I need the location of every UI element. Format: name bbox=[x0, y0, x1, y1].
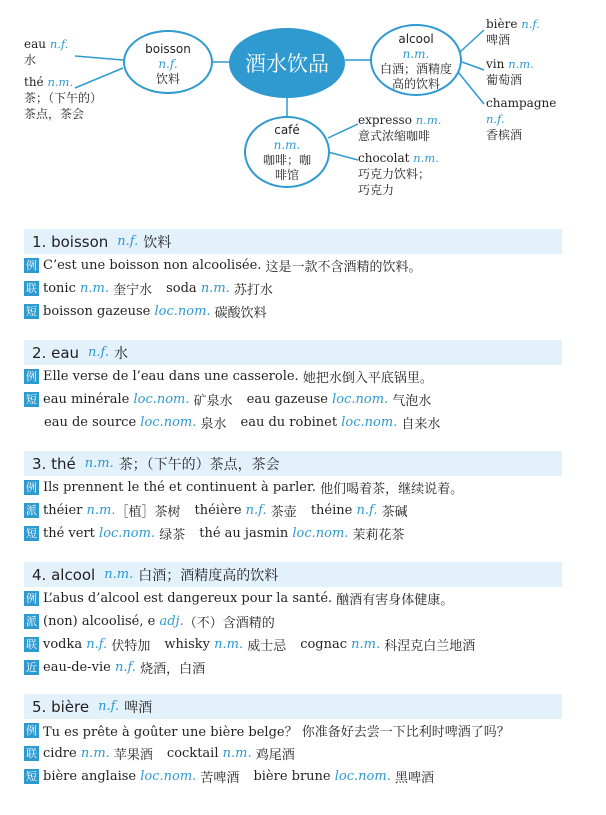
line-text: （不）含酒精的 bbox=[183, 616, 275, 631]
line-text: 茶壶 bbox=[266, 505, 297, 520]
section-meaning: 饮料 bbox=[143, 234, 172, 251]
section-header bbox=[24, 694, 562, 719]
part-of-speech: n.f. bbox=[86, 637, 108, 652]
line-tag-badge: 例 bbox=[26, 259, 37, 272]
part-of-speech: loc.nom. bbox=[292, 526, 349, 541]
line-tag-badge: 例 bbox=[26, 370, 37, 383]
line-tag-badge: 短 bbox=[26, 527, 37, 540]
section-headword bbox=[32, 344, 79, 362]
line-tag-badge: 派 bbox=[26, 615, 37, 628]
entry-line bbox=[24, 656, 562, 679]
line-text: C’est une boisson non alcoolisée. bbox=[43, 258, 266, 273]
line-text: 你准备好去尝一下比利时啤酒了吗？ bbox=[301, 725, 510, 740]
section-word: bière bbox=[51, 697, 90, 716]
mm-boisson-node: boisson n.f. 饮料 bbox=[123, 30, 213, 94]
line-text: thé au jasmin bbox=[199, 526, 293, 541]
section-meaning: 水 bbox=[114, 345, 129, 362]
line-text: 苦啤酒 bbox=[196, 771, 240, 786]
line-text: 他们喝着茶，继续说着。 bbox=[320, 482, 464, 497]
part-of-speech: n.f. bbox=[114, 660, 136, 675]
entry-line bbox=[24, 742, 562, 765]
line-tag-badge: 联 bbox=[26, 747, 37, 760]
entry-line bbox=[24, 522, 562, 545]
section-pos: n.f. bbox=[98, 699, 120, 714]
part-of-speech: n.f. bbox=[356, 503, 378, 518]
line-text: bière anglaise bbox=[43, 769, 141, 784]
entry-line bbox=[24, 633, 562, 656]
entry-line bbox=[24, 476, 562, 499]
section-word: alcool bbox=[51, 565, 96, 584]
entry-section bbox=[24, 562, 562, 679]
section-word: thé bbox=[51, 454, 76, 473]
line-text: eau-de-vie bbox=[43, 660, 115, 675]
section-meaning: 茶；（下午的）茶点，茶会 bbox=[118, 456, 280, 473]
line-text: 黑啤酒 bbox=[390, 771, 434, 786]
mm-expresso: expresso n.m. 意式浓缩咖啡 bbox=[358, 113, 442, 143]
line-text: 茶碱 bbox=[377, 505, 408, 520]
line-tag-badge: 例 bbox=[26, 724, 37, 737]
part-of-speech: loc.nom. bbox=[140, 415, 197, 430]
line-text: 茉莉花茶 bbox=[348, 528, 405, 543]
entry-section bbox=[24, 340, 562, 434]
mm-vin: vin n.m. 葡萄酒 bbox=[486, 57, 534, 87]
entry-section bbox=[24, 694, 562, 788]
entry-line bbox=[24, 765, 562, 788]
line-text: théier bbox=[43, 503, 87, 518]
part-of-speech: loc.nom. bbox=[341, 415, 398, 430]
part-of-speech: n.m. bbox=[222, 746, 252, 761]
line-text: 碳酸饮料 bbox=[210, 306, 267, 321]
line-text: eau minérale bbox=[43, 392, 134, 407]
line-text: soda bbox=[166, 281, 201, 296]
section-headword bbox=[32, 455, 76, 473]
section-headword bbox=[32, 233, 108, 251]
line-text: Ils prennent le thé et continuent à parler. bbox=[43, 480, 321, 495]
entry-line bbox=[24, 610, 562, 633]
entry-line bbox=[24, 719, 562, 742]
part-of-speech: loc.nom. bbox=[332, 392, 389, 407]
line-text: 伏特加 bbox=[107, 639, 151, 654]
line-text: 威士忌 bbox=[243, 639, 287, 654]
line-text: 烧酒，白酒 bbox=[135, 662, 206, 677]
mm-alcool-node: alcool n.m. 白酒；酒精度 高的饮料 bbox=[370, 24, 462, 96]
line-text: boisson gazeuse bbox=[43, 304, 155, 319]
mm-eau: eau n.f. 水 bbox=[24, 37, 69, 67]
entry-line bbox=[24, 411, 562, 434]
mm-cafe-node: café n.m. 咖啡；咖 啡馆 bbox=[244, 116, 330, 188]
section-number: 5. bbox=[32, 697, 47, 716]
line-tag-badge: 联 bbox=[26, 282, 37, 295]
line-text: bière brune bbox=[253, 769, 335, 784]
line-text: ［植］茶树 bbox=[115, 505, 181, 520]
line-tag-badge: 例 bbox=[26, 481, 37, 494]
line-text: théière bbox=[194, 503, 246, 518]
entry-line bbox=[24, 587, 562, 610]
line-text: 鸡尾酒 bbox=[251, 748, 295, 763]
line-text: 矿泉水 bbox=[189, 394, 233, 409]
part-of-speech: loc.nom. bbox=[99, 526, 156, 541]
section-word: eau bbox=[51, 343, 80, 362]
line-text: 气泡水 bbox=[388, 394, 432, 409]
section-headword bbox=[32, 566, 95, 584]
section-pos: n.f. bbox=[117, 234, 139, 249]
line-tag-badge: 短 bbox=[26, 305, 37, 318]
mm-chocolat: chocolat n.m. 巧克力饮料； 巧克力 bbox=[358, 151, 439, 197]
mm-the: thé n.m. 茶；（下午的） 茶点，茶会 bbox=[24, 75, 103, 121]
line-text: 苏打水 bbox=[229, 283, 273, 298]
section-header bbox=[24, 562, 562, 587]
section-word: boisson bbox=[51, 232, 109, 251]
line-text: Elle verse de l’eau dans une casserole. bbox=[43, 369, 303, 384]
line-text: whisky bbox=[164, 637, 215, 652]
section-pos: n.m. bbox=[104, 567, 134, 582]
part-of-speech: n.m. bbox=[80, 281, 109, 296]
part-of-speech: loc.nom. bbox=[334, 769, 391, 784]
line-text: eau de source bbox=[44, 415, 141, 430]
line-text: cocktail bbox=[166, 746, 223, 761]
section-headword bbox=[32, 698, 89, 716]
entry-line bbox=[24, 277, 562, 300]
section-meaning: 白酒；酒精度高的饮料 bbox=[138, 567, 279, 584]
part-of-speech: loc.nom. bbox=[133, 392, 190, 407]
part-of-speech: n.m. bbox=[80, 746, 110, 761]
mm-biere: bière n.f. 啤酒 bbox=[486, 17, 540, 47]
section-header bbox=[24, 229, 562, 254]
part-of-speech: n.m. bbox=[86, 503, 116, 518]
entry-line bbox=[24, 499, 562, 522]
line-text: 绿茶 bbox=[155, 528, 186, 543]
line-text: 奎宁水 bbox=[108, 283, 153, 298]
line-text: 自来水 bbox=[397, 417, 441, 432]
mm-center-node: 酒水饮品 bbox=[229, 28, 345, 98]
line-text: vodka bbox=[43, 637, 87, 652]
section-header bbox=[24, 340, 562, 365]
entry-section bbox=[24, 451, 562, 545]
line-text: 酗酒有害身体健康。 bbox=[336, 593, 454, 608]
entry-line bbox=[24, 388, 562, 411]
line-tag-badge: 短 bbox=[26, 393, 37, 406]
line-tag-badge: 短 bbox=[26, 770, 37, 783]
part-of-speech: loc.nom. bbox=[140, 769, 197, 784]
section-header bbox=[24, 451, 562, 476]
section-pos: n.f. bbox=[88, 345, 110, 360]
entry-line bbox=[24, 300, 562, 323]
line-text: eau du robinet bbox=[240, 415, 342, 430]
section-number: 2. bbox=[32, 343, 47, 362]
line-text: théine bbox=[310, 503, 357, 518]
line-tag-badge: 派 bbox=[26, 504, 37, 517]
line-text: Tu es prête à goûter une bière belge？ bbox=[43, 725, 302, 740]
line-text: (non) alcoolisé, e bbox=[43, 614, 160, 629]
entry-line bbox=[24, 254, 562, 277]
part-of-speech: n.f. bbox=[245, 503, 267, 518]
part-of-speech: n.m. bbox=[214, 637, 244, 652]
line-text: 这是一款不含酒精的饮料。 bbox=[265, 260, 422, 275]
line-text: tonic bbox=[43, 281, 80, 296]
part-of-speech: loc.nom. bbox=[154, 304, 211, 319]
line-text: 苹果酒 bbox=[109, 748, 153, 763]
section-number: 4. bbox=[32, 565, 47, 584]
line-text: 她把水倒入平底锅里。 bbox=[302, 371, 433, 386]
line-text: eau gazeuse bbox=[246, 392, 333, 407]
line-tag-badge: 近 bbox=[26, 661, 37, 674]
line-text: 科涅克白兰地酒 bbox=[380, 639, 476, 654]
part-of-speech: n.m. bbox=[351, 637, 381, 652]
section-pos: n.m. bbox=[84, 456, 114, 471]
entry-section bbox=[24, 229, 562, 323]
part-of-speech: n.m. bbox=[200, 281, 230, 296]
line-text: thé vert bbox=[43, 526, 100, 541]
line-text: 泉水 bbox=[196, 417, 227, 432]
section-meaning: 啤酒 bbox=[124, 699, 153, 716]
part-of-speech: adj. bbox=[159, 614, 184, 629]
line-text: cidre bbox=[43, 746, 81, 761]
line-text: cognac bbox=[300, 637, 352, 652]
line-text: L’abus d’alcool est dangereux pour la santé. bbox=[43, 591, 337, 606]
entry-line bbox=[24, 365, 562, 388]
line-tag-badge: 例 bbox=[26, 592, 37, 605]
section-number: 3. bbox=[32, 454, 47, 473]
line-tag-badge: 联 bbox=[26, 638, 37, 651]
mm-champagne: champagne n.f. 香槟酒 bbox=[486, 96, 557, 142]
section-number: 1. bbox=[32, 232, 47, 251]
